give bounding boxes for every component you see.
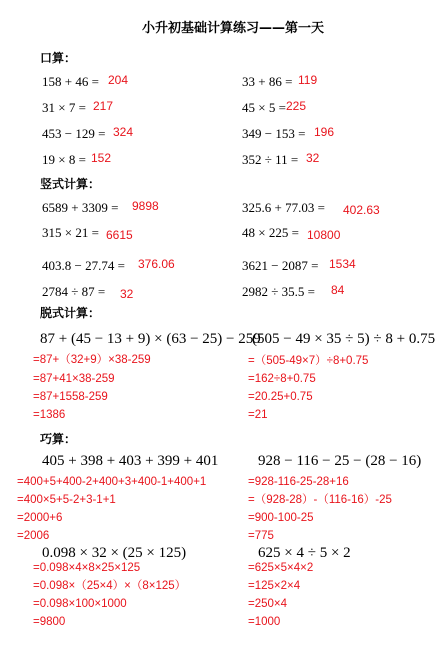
solution-step: =1386	[33, 409, 66, 421]
problem-question: 31 × 7 =	[42, 100, 86, 115]
answer: 1534	[329, 257, 356, 271]
solution-step: =（928-28）-（116-16）-25	[248, 494, 392, 506]
solution-step: =775	[248, 530, 274, 542]
problem-question: 6589 + 3309 =	[42, 200, 119, 215]
answer: 196	[314, 125, 335, 139]
solution-step: =162÷8+0.75	[248, 373, 316, 385]
solution-step: =400+5+400-2+400+3+400-1+400+1	[17, 476, 207, 488]
answer: 10800	[307, 228, 341, 242]
solution-step: =21	[248, 409, 268, 421]
answer: 376.06	[138, 257, 175, 271]
answer: 225	[286, 99, 307, 113]
problem-question: 352 ÷ 11 =	[242, 152, 299, 167]
problem-question: 48 × 225 =	[242, 225, 299, 240]
solution-step: =（505-49×7）÷8+0.75	[248, 355, 369, 367]
solution-step: =20.25+0.75	[248, 391, 313, 403]
problem-question: 928 − 116 − 25 − (28 − 16)	[258, 453, 422, 469]
page-title: 小升初基础计算练习——第一天	[142, 21, 325, 36]
problem-question: 0.098 × 32 × (25 × 125)	[42, 545, 187, 561]
answer: 217	[93, 99, 114, 113]
answer: 9898	[132, 199, 159, 213]
problem-question: 45 × 5 =	[242, 100, 286, 115]
answer: 32	[120, 287, 134, 301]
problem-question: 3621 − 2087 =	[242, 258, 319, 273]
problem-question: 33 + 86 =	[242, 74, 293, 89]
solution-step: =87+1558-259	[33, 391, 108, 403]
section-vertical-heading: 竖式计算：	[40, 177, 101, 191]
solution-step: =400×5+5-2+3-1+1	[17, 494, 116, 506]
problem-question: 325.6 + 77.03 =	[242, 200, 325, 215]
solution-step: =250×4	[248, 598, 288, 610]
problem-question: 405 + 398 + 403 + 399 + 401	[42, 453, 219, 469]
section-oral-heading: 口算：	[40, 51, 77, 65]
answer: 152	[91, 151, 112, 165]
answer: 204	[108, 73, 129, 87]
section-expand-heading: 脱式计算：	[40, 306, 101, 320]
problem-question: 349 − 153 =	[242, 126, 306, 141]
answer: 324	[113, 125, 134, 139]
answer: 402.63	[343, 203, 380, 217]
solution-step: =928-116-25-28+16	[248, 476, 349, 488]
solution-step: =9800	[33, 616, 66, 628]
answer: 32	[306, 151, 320, 165]
solution-step: =0.098×（25×4）×（8×125）	[33, 580, 187, 592]
solution-step: =87+41×38-259	[33, 373, 115, 385]
answer: 84	[331, 283, 345, 297]
problem-question: (505 − 49 × 35 ÷ 5) ÷ 8 + 0.75	[252, 331, 436, 347]
problem-question: 2982 ÷ 35.5 =	[242, 284, 315, 299]
solution-step: =900-100-25	[248, 512, 314, 524]
solution-step: =625×5×4×2	[248, 562, 314, 574]
solution-step: =87+（32+9）×38-259	[33, 354, 151, 366]
problem-question: 403.8 − 27.74 =	[42, 258, 125, 273]
problem-question: 87 + (45 − 13 + 9) × (63 − 25) − 259	[40, 331, 261, 347]
solution-step: =0.098×100×1000	[33, 598, 127, 610]
problem-question: 453 − 129 =	[42, 126, 106, 141]
problem-question: 2784 ÷ 87 =	[42, 284, 106, 299]
answer: 6615	[106, 228, 133, 242]
problem-question: 315 × 21 =	[42, 225, 99, 240]
problem-question: 158 + 46 =	[42, 74, 99, 89]
section-clever-heading: 巧算：	[40, 432, 77, 446]
solution-step: =2006	[17, 530, 50, 542]
solution-step: =2000+6	[17, 512, 63, 524]
solution-step: =1000	[248, 616, 281, 628]
answer: 119	[298, 73, 318, 87]
solution-step: =125×2×4	[248, 580, 301, 592]
problem-question: 625 × 4 ÷ 5 × 2	[258, 545, 351, 561]
solution-step: =0.098×4×8×25×125	[33, 562, 141, 574]
problem-question: 19 × 8 =	[42, 152, 86, 167]
